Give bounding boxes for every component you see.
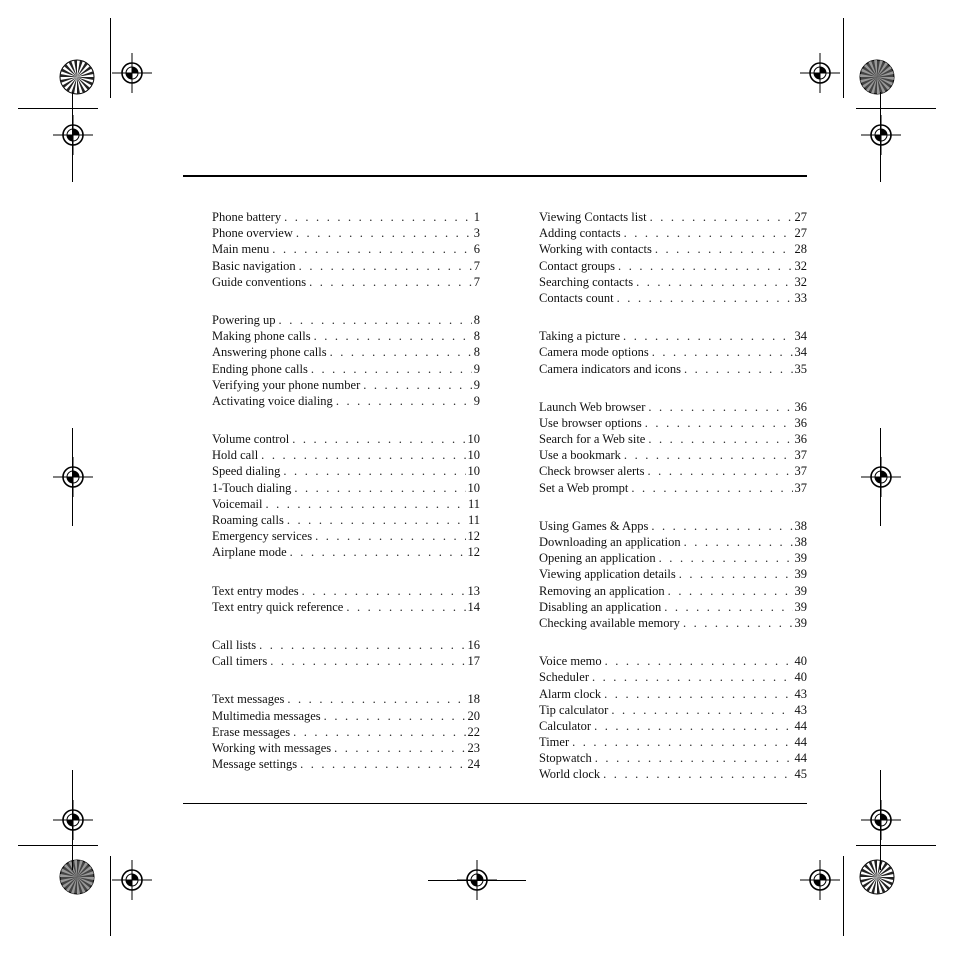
crop-mark (880, 428, 881, 526)
dot-leader (270, 653, 465, 669)
toc-entry (539, 225, 807, 241)
toc-entry (539, 344, 807, 360)
crop-mark (428, 880, 526, 881)
toc-entry-page: 11 (467, 496, 480, 511)
dot-leader (287, 512, 466, 528)
toc-entry-label: Stopwatch (539, 751, 592, 766)
toc-entry-page: 36 (794, 399, 807, 414)
dot-leader (603, 766, 792, 782)
toc-entry (539, 566, 807, 582)
toc-entry-page: 9 (473, 377, 480, 392)
toc-entry-page: 10 (467, 464, 480, 479)
toc-entry-page: 3 (473, 226, 480, 241)
registration-target-icon (112, 860, 152, 900)
toc-group (539, 518, 807, 631)
toc-entry-page: 22 (467, 724, 480, 739)
toc-entry-label: Making phone calls (212, 329, 311, 344)
crop-mark (856, 845, 936, 846)
dot-leader (631, 480, 792, 496)
toc-entry-label: Tip calculator (539, 702, 609, 717)
crop-mark (72, 770, 73, 870)
toc-entry-label: Volume control (212, 432, 290, 447)
toc-entry (212, 447, 480, 463)
toc-entry-label: Camera mode options (539, 345, 649, 360)
top-rule (183, 175, 807, 177)
toc-entry-page: 44 (794, 751, 807, 766)
dot-leader (336, 393, 472, 409)
toc-entry (212, 241, 480, 257)
toc-entry (212, 463, 480, 479)
dot-leader (594, 718, 792, 734)
dot-leader (605, 653, 793, 669)
toc-entry-page: 34 (794, 345, 807, 360)
dot-leader (330, 344, 472, 360)
toc-entry-page: 11 (467, 513, 480, 527)
toc-entry-page: 44 (794, 718, 807, 733)
dot-leader (611, 702, 792, 718)
toc-entry-label: Contacts count (539, 290, 614, 305)
toc-entry (539, 583, 807, 599)
toc-entry-label: Phone overview (212, 226, 293, 241)
toc-entry-page: 10 (467, 432, 480, 447)
toc-entry-page: 39 (794, 551, 807, 566)
toc-entry-label: Use browser options (539, 415, 642, 430)
toc-entry (212, 708, 480, 724)
dot-leader (284, 209, 472, 225)
toc-entry (212, 653, 480, 669)
toc-entry (539, 615, 807, 631)
toc-entry-label: Downloading an application (539, 535, 681, 549)
toc-entry-label: Erase messages (212, 724, 291, 739)
toc-entry (212, 637, 480, 653)
toc-entry-page: 39 (794, 583, 807, 598)
toc-entry (212, 209, 480, 225)
toc-entry-label: Roaming calls (212, 513, 284, 527)
dot-leader (664, 599, 792, 615)
toc-entry-page: 7 (473, 258, 480, 273)
toc-entry-page: 13 (467, 583, 480, 598)
toc-entry-page: 32 (794, 258, 807, 273)
toc-group (539, 399, 807, 496)
registration-target-icon (53, 115, 93, 155)
toc-entry-label: Message settings (212, 757, 298, 772)
toc-entry-label: Disabling an application (539, 599, 662, 614)
dot-leader (648, 431, 792, 447)
toc-entry-page: 40 (794, 670, 807, 685)
dot-leader (592, 669, 793, 685)
toc-entry (539, 328, 807, 344)
toc-entry-page: 24 (467, 757, 480, 772)
toc-entry (212, 393, 480, 409)
toc-entry-label: Removing an application (539, 583, 665, 598)
crop-mark (110, 18, 111, 98)
toc-entry (212, 528, 480, 544)
dot-leader (645, 415, 793, 431)
dot-leader (684, 534, 793, 550)
toc-entry-label: Checking available memory (539, 615, 680, 630)
toc-entry-label: Calculator (539, 718, 592, 733)
dot-leader (652, 344, 793, 360)
toc-left-column (212, 209, 480, 794)
toc-entry-page: 39 (794, 599, 807, 614)
dot-leader (363, 377, 472, 393)
toc-entry-page: 8 (473, 329, 480, 344)
toc-right-column (539, 209, 807, 805)
dot-leader (651, 518, 792, 534)
dot-leader (683, 615, 793, 631)
toc-entry (212, 480, 480, 496)
toc-entry (539, 534, 807, 550)
toc-entry-label: Basic navigation (212, 258, 296, 273)
toc-entry-label: Main menu (212, 242, 270, 257)
toc-entry-label: Hold call (212, 448, 259, 463)
toc-group (212, 209, 480, 290)
toc-entry-label: Voicemail (212, 496, 263, 511)
toc-entry-label: Scheduler (539, 670, 589, 685)
toc-entry-page: 1 (473, 210, 480, 224)
toc-entry (539, 669, 807, 685)
toc-entry (539, 209, 807, 225)
toc-entry-page: 27 (794, 210, 807, 224)
toc-entry (212, 431, 480, 447)
toc-entry-page: 44 (794, 735, 807, 750)
toc-entry (212, 544, 480, 560)
toc-entry-label: Working with messages (212, 740, 332, 755)
dot-leader (300, 756, 465, 772)
toc-entry-label: Opening an application (539, 551, 656, 566)
registration-target-icon (53, 800, 93, 840)
toc-entry-label: Launch Web browser (539, 399, 646, 414)
registration-target-icon (800, 860, 840, 900)
toc-entry-label: 1-Touch dialing (212, 480, 292, 495)
toc-entry (212, 756, 480, 772)
toc-entry-label: Ending phone calls (212, 361, 308, 376)
toc-entry (539, 550, 807, 566)
dot-leader (595, 750, 793, 766)
toc-entry-label: Alarm clock (539, 686, 602, 701)
toc-entry-page: 36 (794, 432, 807, 447)
dot-leader (636, 274, 792, 290)
dot-leader (309, 274, 472, 290)
toc-group (212, 431, 480, 561)
toc-entry-label: Answering phone calls (212, 345, 327, 360)
toc-entry-page: 34 (794, 329, 807, 344)
toc-entry-label: Call timers (212, 654, 268, 669)
crop-mark (18, 108, 98, 109)
dot-leader (623, 328, 792, 344)
toc-entry-label: Multimedia messages (212, 708, 321, 723)
toc-entry-page: 37 (794, 448, 807, 463)
toc-entry-page: 6 (473, 242, 480, 257)
registration-target-icon (800, 53, 840, 93)
toc-entry-label: Phone battery (212, 210, 282, 224)
toc-entry (212, 225, 480, 241)
dot-leader (324, 708, 466, 724)
toc-entry (539, 653, 807, 669)
toc-entry (212, 377, 480, 393)
dot-leader (283, 463, 465, 479)
toc-entry-page: 12 (467, 545, 480, 560)
toc-entry (539, 399, 807, 415)
toc-entry (539, 447, 807, 463)
crop-mark (880, 92, 881, 182)
toc-entry-label: World clock (539, 767, 601, 782)
toc-entry (212, 328, 480, 344)
toc-entry-page: 7 (473, 274, 480, 289)
toc-entry-page: 45 (794, 767, 807, 782)
toc-entry-label: Call lists (212, 637, 257, 652)
starburst-icon (59, 859, 95, 895)
dot-leader (293, 724, 465, 740)
toc-entry-label: Use a bookmark (539, 448, 621, 463)
toc-entry-page: 37 (794, 464, 807, 479)
toc-entry-page: 27 (794, 226, 807, 241)
dot-leader (315, 528, 465, 544)
toc-entry-page: 38 (794, 535, 807, 549)
toc-entry (539, 518, 807, 534)
dot-leader (265, 496, 466, 512)
dot-leader (290, 544, 466, 560)
toc-entry (212, 361, 480, 377)
dot-leader (618, 258, 792, 274)
starburst-icon (859, 859, 895, 895)
toc-entry (539, 734, 807, 750)
dot-leader (334, 740, 465, 756)
toc-entry (212, 724, 480, 740)
toc-entry (212, 583, 480, 599)
toc-entry-label: Voice memo (539, 654, 602, 669)
toc-entry-label: Text entry modes (212, 583, 299, 598)
toc-entry (212, 691, 480, 707)
toc-entry (539, 766, 807, 782)
dot-leader (684, 361, 793, 377)
crop-mark (856, 108, 936, 109)
dot-leader (624, 447, 793, 463)
toc-group (539, 209, 807, 306)
toc-entry-page: 23 (467, 740, 480, 755)
toc-entry (539, 274, 807, 290)
dot-leader (604, 686, 792, 702)
dot-leader (648, 463, 793, 479)
toc-entry-page: 8 (473, 345, 480, 360)
starburst-icon (59, 59, 95, 95)
toc-entry-page: 18 (467, 692, 480, 707)
dot-leader (261, 447, 465, 463)
crop-mark (843, 18, 844, 98)
toc-entry (539, 241, 807, 257)
toc-entry-page: 14 (467, 599, 480, 614)
toc-entry-page: 12 (467, 529, 480, 544)
crop-mark (110, 856, 111, 936)
toc-entry (539, 686, 807, 702)
dot-leader (624, 225, 793, 241)
crop-mark (72, 428, 73, 526)
dot-leader (294, 480, 465, 496)
toc-entry (539, 431, 807, 447)
toc-entry (539, 480, 807, 496)
toc-entry-label: Set a Web prompt (539, 480, 629, 495)
toc-entry-page: 16 (467, 637, 480, 652)
dot-leader (279, 312, 472, 328)
toc-entry (212, 344, 480, 360)
toc-entry (212, 274, 480, 290)
toc-entry-label: Taking a picture (539, 329, 621, 344)
toc-entry-page: 10 (467, 480, 480, 495)
toc-group (212, 637, 480, 669)
toc-entry-page: 9 (473, 361, 480, 376)
dot-leader (314, 328, 472, 344)
toc-entry (539, 702, 807, 718)
toc-entry (212, 512, 480, 528)
toc-group (212, 312, 480, 409)
toc-entry-label: Working with contacts (539, 242, 652, 257)
toc-entry-label: Airplane mode (212, 545, 287, 560)
toc-group (212, 691, 480, 772)
toc-entry-label: Speed dialing (212, 464, 281, 479)
crop-mark (880, 770, 881, 870)
toc-entry-page: 20 (467, 708, 480, 723)
dot-leader (659, 550, 793, 566)
toc-entry (539, 415, 807, 431)
toc-entry-label: Check browser alerts (539, 464, 645, 479)
toc-entry-page: 37 (794, 480, 807, 495)
toc-entry-page: 33 (794, 290, 807, 305)
toc-entry-page: 28 (794, 242, 807, 257)
dot-leader (299, 258, 472, 274)
toc-entry-label: Text messages (212, 692, 285, 707)
dot-leader (617, 290, 793, 306)
toc-entry-page: 17 (467, 654, 480, 669)
dot-leader (287, 691, 465, 707)
toc-entry-label: Viewing application details (539, 567, 676, 582)
toc-group (539, 653, 807, 783)
dot-leader (572, 734, 792, 750)
crop-mark (843, 856, 844, 936)
dot-leader (668, 583, 793, 599)
registration-target-icon (53, 457, 93, 497)
toc-entry (539, 463, 807, 479)
starburst-icon (859, 59, 895, 95)
toc-entry-page: 8 (473, 312, 480, 327)
registration-target-icon (861, 800, 901, 840)
toc-entry-label: Guide conventions (212, 274, 307, 289)
toc-entry-label: Powering up (212, 312, 276, 327)
toc-entry-label: Text entry quick reference (212, 599, 344, 614)
toc-entry (539, 718, 807, 734)
toc-entry-page: 38 (794, 518, 807, 533)
dot-leader (346, 599, 465, 615)
dot-leader (259, 637, 465, 653)
toc-entry (212, 496, 480, 512)
dot-leader (679, 566, 793, 582)
toc-entry-label: Verifying your phone number (212, 377, 361, 392)
toc-entry-page: 39 (794, 615, 807, 630)
toc-entry-label: Timer (539, 735, 570, 750)
toc-entry (539, 361, 807, 377)
toc-entry-page: 36 (794, 415, 807, 430)
toc-entry-label: Using Games & Apps (539, 518, 649, 533)
toc-entry-page: 35 (794, 361, 807, 376)
toc-entry-label: Search for a Web site (539, 432, 646, 447)
toc-entry (539, 258, 807, 274)
dot-leader (650, 209, 793, 225)
dot-leader (296, 225, 472, 241)
toc-entry-label: Contact groups (539, 258, 616, 273)
dot-leader (655, 241, 793, 257)
toc-entry-page: 32 (794, 274, 807, 289)
toc-entry (212, 258, 480, 274)
toc-entry (539, 290, 807, 306)
toc-entry (212, 740, 480, 756)
toc-entry-page: 10 (467, 448, 480, 463)
toc-entry-page: 39 (794, 567, 807, 582)
dot-leader (292, 431, 465, 447)
toc-group (539, 328, 807, 377)
toc-entry (539, 750, 807, 766)
toc-entry-page: 9 (473, 393, 480, 408)
crop-mark (18, 845, 98, 846)
toc-entry (539, 599, 807, 615)
dot-leader (311, 361, 472, 377)
toc-entry-page: 40 (794, 654, 807, 669)
toc-entry (212, 312, 480, 328)
dot-leader (648, 399, 792, 415)
toc-group (212, 583, 480, 615)
registration-target-icon (861, 457, 901, 497)
toc-entry-label: Activating voice dialing (212, 393, 333, 408)
dot-leader (272, 241, 471, 257)
toc-entry-page: 43 (794, 686, 807, 701)
toc-entry-label: Searching contacts (539, 274, 634, 289)
toc-entry-label: Camera indicators and icons (539, 361, 681, 376)
toc-entry-page: 43 (794, 702, 807, 717)
dot-leader (302, 583, 466, 599)
crop-mark (72, 92, 73, 182)
toc-entry-label: Viewing Contacts list (539, 210, 647, 224)
toc-entry (212, 599, 480, 615)
registration-target-icon (861, 115, 901, 155)
registration-target-icon (112, 53, 152, 93)
toc-entry-label: Adding contacts (539, 226, 621, 241)
toc-entry-label: Emergency services (212, 529, 313, 544)
